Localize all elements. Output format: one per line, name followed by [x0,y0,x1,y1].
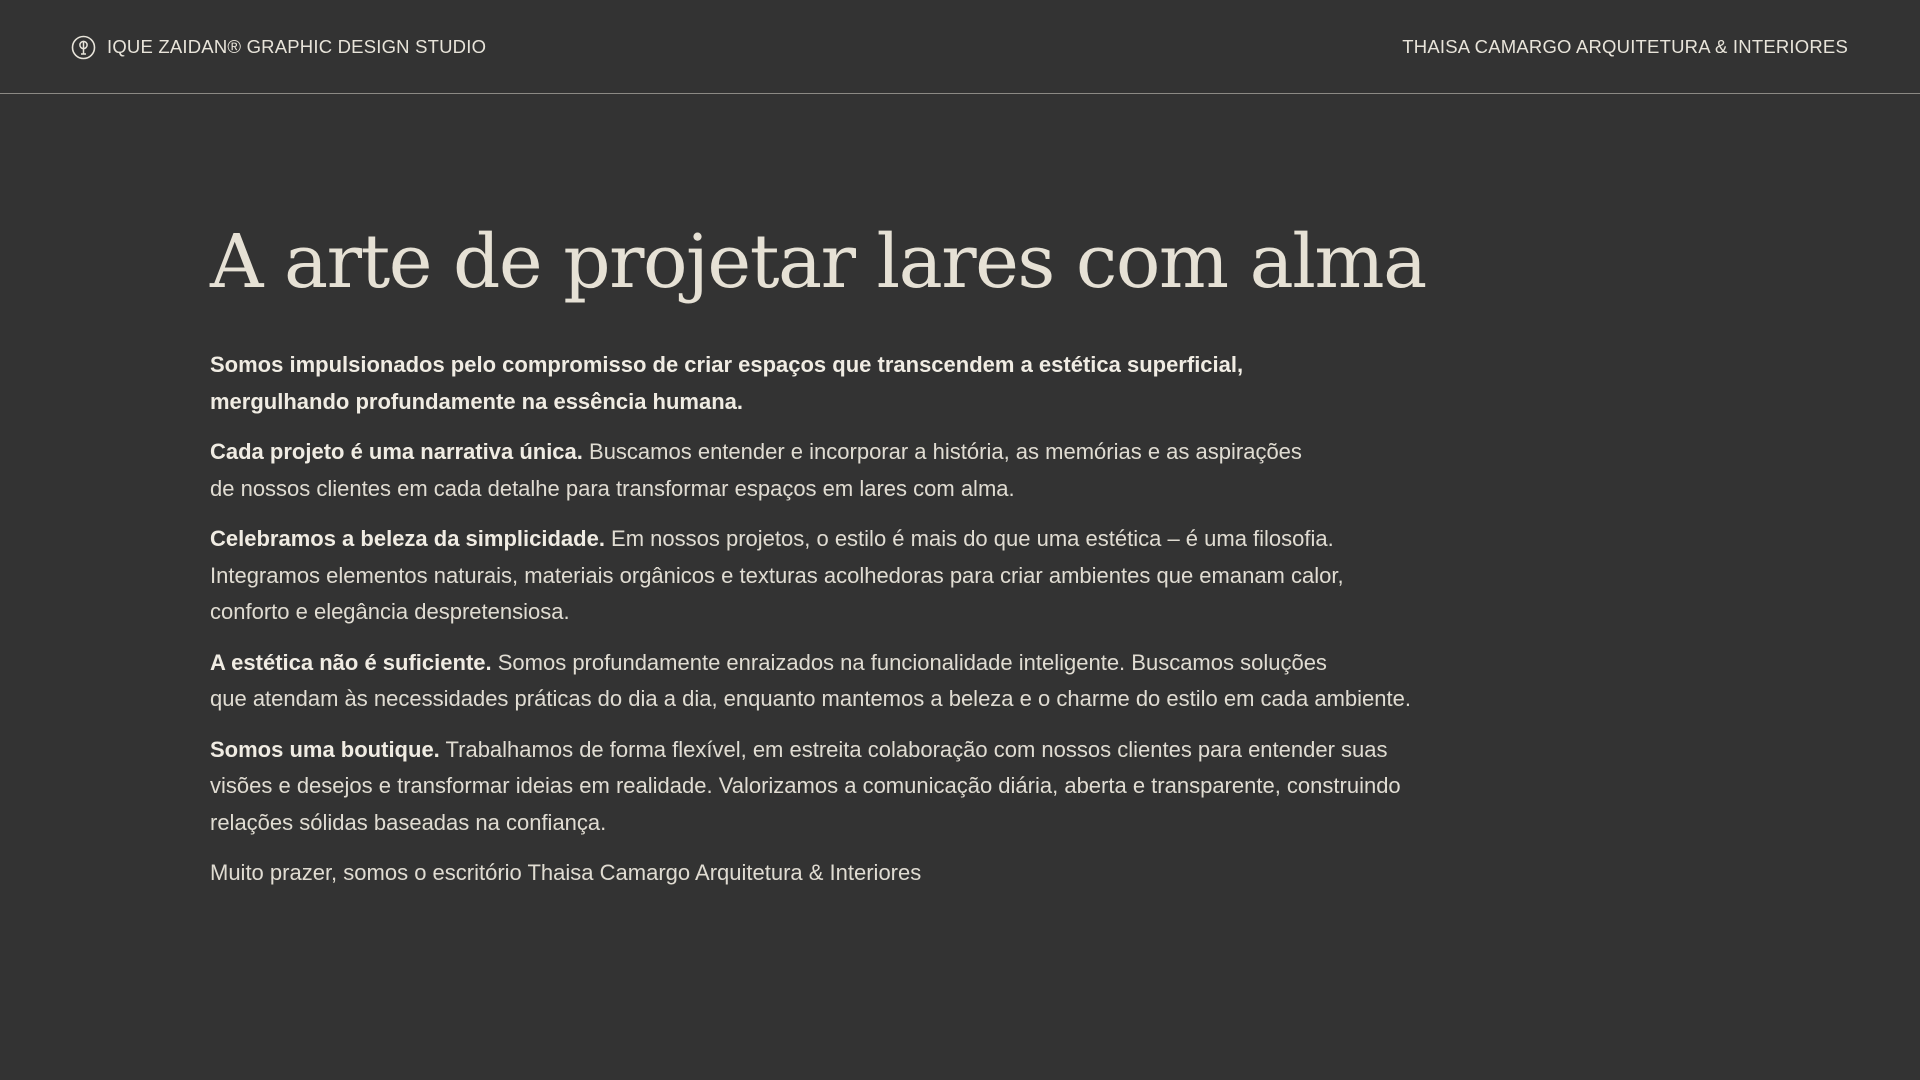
client-name[interactable]: THAISA CAMARGO ARQUITETURA & INTERIORES [1402,36,1848,57]
body-text [210,347,1510,892]
studio-brand[interactable] [71,35,486,59]
paragraph-text: Em nossos projetos, o estilo é mais do que uma estética – é uma filosofia. [604,526,1334,552]
paragraph-boutique [210,732,1510,842]
paragraph-line: que atendam às necessidades práticas do dia a dia, enquanto mantemos a beleza e o charme do estilo em cada ambiente. [210,686,1411,712]
page-headline: A arte de projetar lares com alma [210,219,1426,305]
paragraph-lead: Celebramos a beleza da simplicidade. [210,526,605,552]
paragraph-text: Trabalhamos de forma flexível, em estreita colaboração com nossos clientes para entender suas [439,736,1388,762]
paragraph-lead: A estética não é suficiente. [210,649,492,675]
paragraph-line [210,732,1510,769]
paragraph-functionality [210,645,1510,718]
paragraph-simplicity [210,521,1510,631]
paragraph-line [210,521,1510,558]
circle-monogram-icon [71,35,96,60]
paragraph-lead: Cada projeto é uma narrativa única. [210,439,583,465]
studio-name: IQUE ZAIDAN® GRAPHIC DESIGN STUDIO [107,36,487,57]
intro-line: Somos impulsionados pelo compromisso de criar espaços que transcendem a estética superficial, [210,352,1244,378]
paragraph-line [210,434,1510,471]
paragraph-text: Buscamos entender e incorporar a história, as memórias e as aspirações [582,439,1302,465]
top-bar [0,0,1920,94]
paragraph-line: de nossos clientes em cada detalhe para transformar espaços em lares com alma. [210,475,1015,501]
paragraph-narrative [210,434,1510,507]
paragraph-text: Somos profundamente enraizados na funcionalidade inteligente. Buscamos soluções [491,649,1327,675]
main-content [210,219,1510,906]
paragraph-line: Integramos elementos naturais, materiais orgânicos e texturas acolhedoras para criar ambientes que emanam calor, [210,562,1344,588]
paragraph-line: conforto e elegância despretensiosa. [210,599,570,625]
closing-paragraph: Muito prazer, somos o escritório Thaisa Camargo Arquitetura & Interiores [210,860,922,886]
paragraph-line [210,645,1510,682]
intro-paragraph [210,347,1510,420]
intro-line: mergulhando profundamente na essência humana. [210,388,743,414]
paragraph-lead: Somos uma boutique. [210,736,440,762]
paragraph-line: visões e desejos e transformar ideias em realidade. Valorizamos a comunicação diária, aberta e transparente, construindo [210,773,1401,799]
paragraph-line: relações sólidas baseadas na confiança. [210,809,607,835]
